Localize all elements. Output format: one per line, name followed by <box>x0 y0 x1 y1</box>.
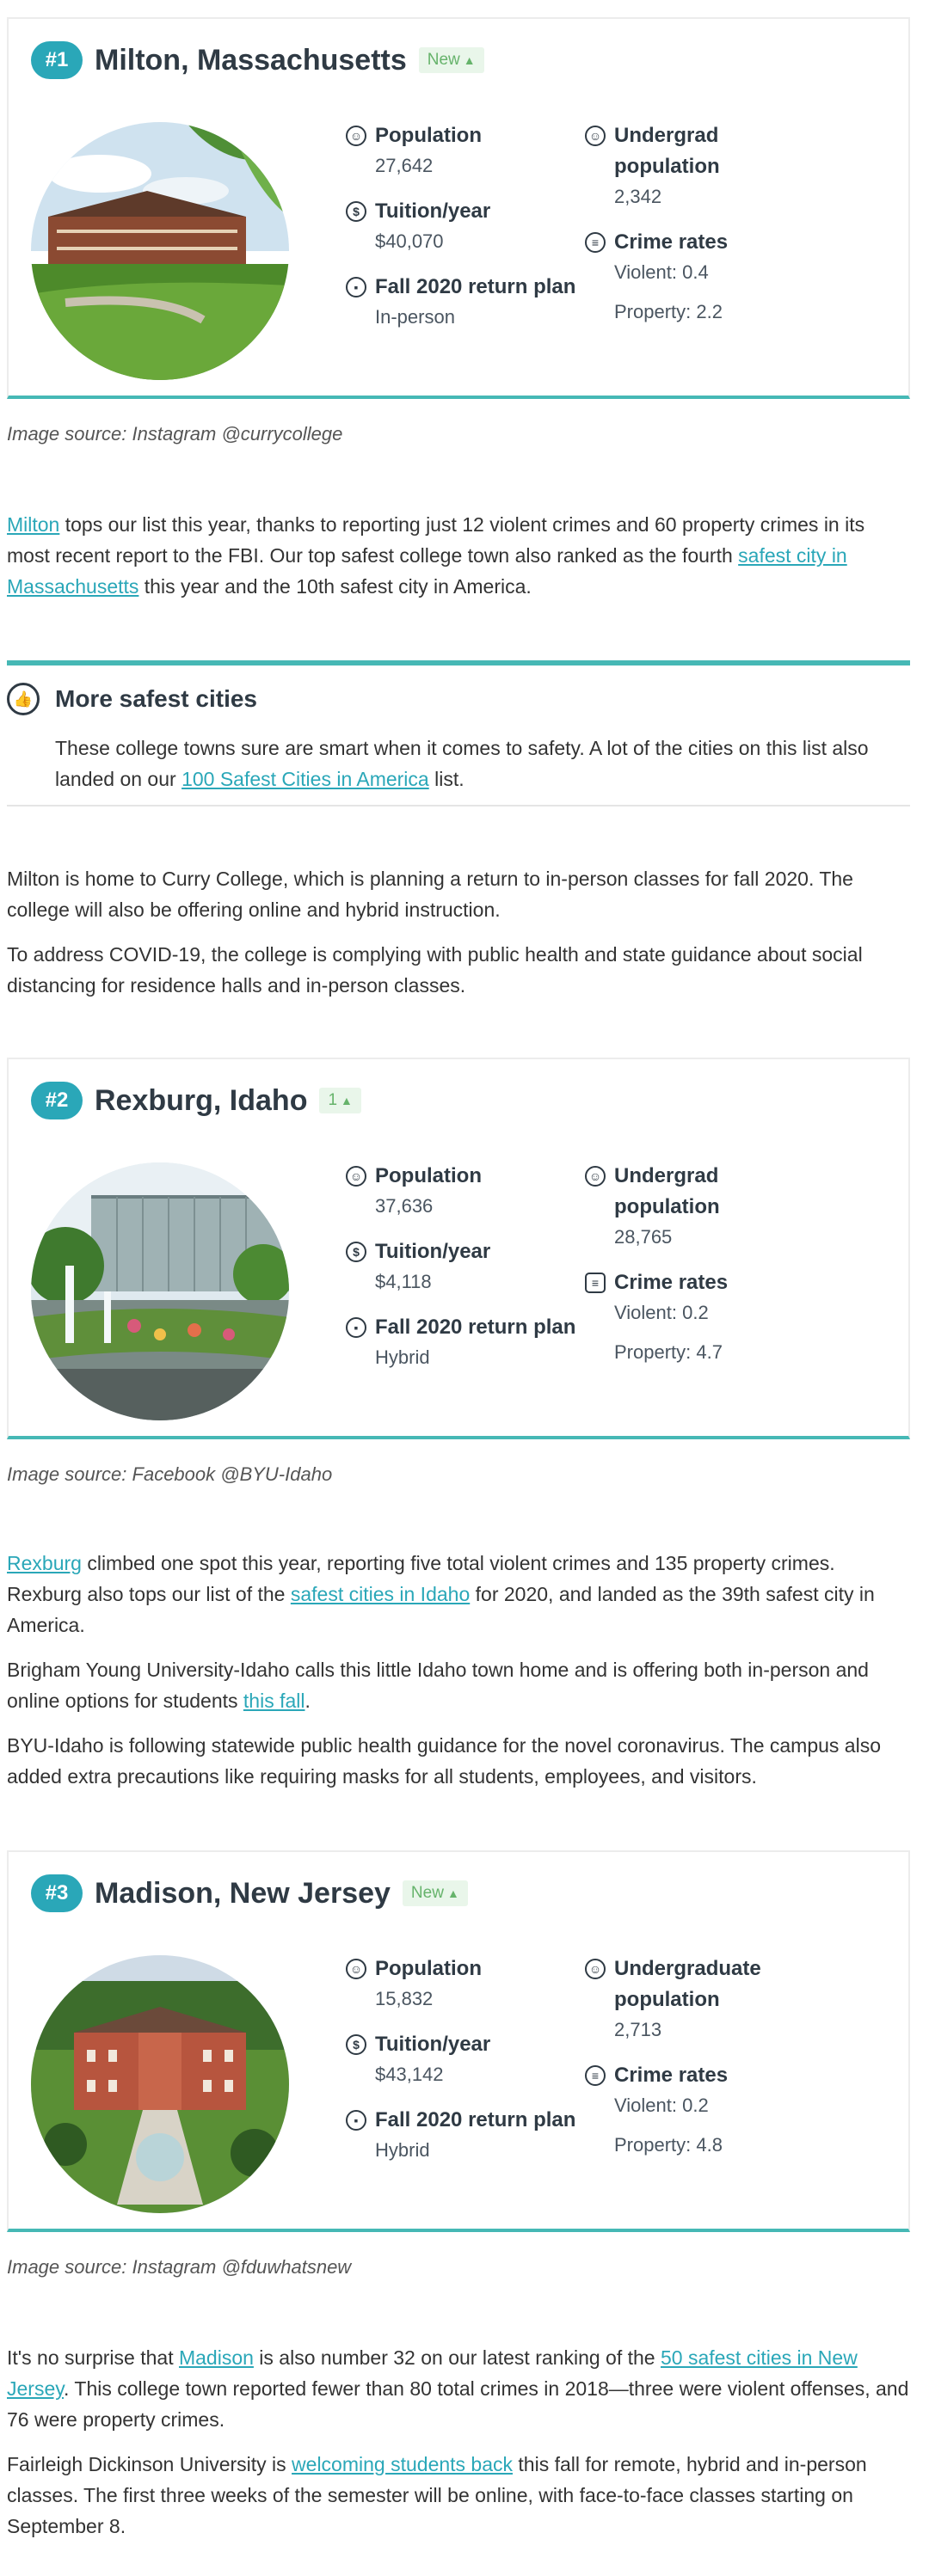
people-icon: ☺ <box>585 126 606 146</box>
paragraph: To address COVID-19, the college is complying with public health and state guidance about social distancing for residence halls and in-person classes. <box>7 943 863 997</box>
city-name: Madison, New Jersey <box>95 1876 391 1910</box>
city-photo <box>31 122 289 380</box>
paragraph: It's no surprise that Madison is also number 32 on our latest ranking of the 50 safest cities in New Jersey. This college town reported fewer than 80 total crimes in 2018—three were violent offenses, and 76 were property crimes. <box>7 2346 909 2431</box>
badge-icon: ≡ <box>585 1273 606 1293</box>
up-arrow-icon: ▲ <box>341 1094 353 1107</box>
more-safest-cities-box <box>7 660 910 807</box>
stat-undergrad: ☺ Undergrad population 28,765 <box>585 1161 720 1252</box>
people-icon: ☺ <box>346 1166 366 1187</box>
link-this-fall[interactable]: this fall <box>243 1690 305 1712</box>
badge-icon: ≡ <box>585 2065 606 2086</box>
new-badge: New ▲ <box>403 1880 468 1906</box>
paragraph: BYU-Idaho is following statewide public health guidance for the novel coronavirus. The campus also added extra precautions like requiring masks for all students, employees, and visitors. <box>7 1734 881 1788</box>
image-caption: Image source: Instagram @currycollege <box>7 423 343 445</box>
city-name: Rexburg, Idaho <box>95 1083 308 1117</box>
stat-return-plan: ▪ Fall 2020 return plan Hybrid <box>346 1312 575 1372</box>
dollar-icon: $ <box>346 1242 366 1262</box>
card-header <box>31 41 484 79</box>
rank-change-badge: 1 ▲ <box>319 1088 360 1113</box>
image-caption: Image source: Instagram @fduwhatsnew <box>7 2256 352 2278</box>
paragraph: Brigham Young University-Idaho calls this little Idaho town home and is offering both in-person and online options for students this fall. <box>7 1659 869 1712</box>
card-header <box>31 1082 361 1119</box>
city-name: Milton, Massachusetts <box>95 43 407 77</box>
rank-badge: #2 <box>31 1082 83 1119</box>
link-rexburg[interactable]: Rexburg <box>7 1552 82 1574</box>
up-arrow-icon: ▲ <box>463 53 476 67</box>
stat-crime: ≡ Crime rates Violent: 0.4 Property: 2.2 <box>585 227 728 327</box>
image-caption: Image source: Facebook @BYU-Idaho <box>7 1463 333 1485</box>
stat-crime: ≡ Crime rates Violent: 0.2 Property: 4.8 <box>585 2060 728 2160</box>
stat-population: ☺ Population 15,832 <box>346 1953 482 2014</box>
paragraph: Milton tops our list this year, thanks to reporting just 12 violent crimes and 60 property crimes in its most recent report to the FBI. Our top safest college town also ranked as the fourth safest city in Massachusetts this year and the 10th safest city in America. <box>7 513 865 598</box>
thumbs-up-icon: 👍 <box>7 683 40 715</box>
link-milton[interactable]: Milton <box>7 513 60 536</box>
promo-text: These college towns sure are smart when it comes to safety. A lot of the cities on this list also landed on our 100 Safest Cities in America list. <box>55 737 869 790</box>
stat-tuition: $ Tuition/year $43,142 <box>346 2029 490 2089</box>
link-50-safest-cities-new-jersey[interactable]: 50 safest cities in New Jersey <box>7 2346 858 2400</box>
city-card-rexburg <box>7 1058 910 1439</box>
stat-return-plan: ▪ Fall 2020 return plan Hybrid <box>346 2105 575 2165</box>
stat-return-plan: ▪ Fall 2020 return plan In-person <box>346 272 575 332</box>
link-100-safest-cities[interactable]: 100 Safest Cities in America <box>181 768 429 790</box>
city-card-madison <box>7 1850 910 2232</box>
link-welcoming-students-back[interactable]: welcoming students back <box>292 2453 514 2475</box>
people-icon: ☺ <box>346 126 366 146</box>
stat-undergrad: ☺ Undergrad population 2,342 <box>585 120 720 212</box>
lock-icon: ▪ <box>346 1317 366 1338</box>
paragraph: Fairleigh Dickinson University is welcoming students back this fall for remote, hybrid and in-person classes. The first three weeks of the semester will be online, with face-to-face classes starting on September 8. <box>7 2453 867 2537</box>
stat-population: ☺ Population 27,642 <box>346 120 482 181</box>
stat-undergrad: ☺ Undergraduate population 2,713 <box>585 1953 761 2045</box>
rank-badge: #1 <box>31 41 83 79</box>
dollar-icon: $ <box>346 2034 366 2055</box>
people-icon: ☺ <box>346 1959 366 1979</box>
stat-tuition: $ Tuition/year $4,118 <box>346 1236 490 1297</box>
link-safest-city-massachusetts[interactable]: safest city in Massachusetts <box>7 544 847 598</box>
new-badge: New ▲ <box>419 47 484 73</box>
paragraph: Rexburg climbed one spot this year, reporting five total violent crimes and 135 property crimes. Rexburg also tops our list of the safest cities in Idaho for 2020, and landed as the 39th safest city in America. <box>7 1552 875 1636</box>
badge-icon: ≡ <box>585 232 606 253</box>
card-header <box>31 1874 468 1912</box>
lock-icon: ▪ <box>346 277 366 297</box>
city-photo <box>31 1955 289 2213</box>
lock-icon: ▪ <box>346 2110 366 2131</box>
paragraph: Milton is home to Curry College, which is planning a return to in-person classes for fall 2020. The college will also be offering online and hybrid instruction. <box>7 868 853 921</box>
city-card-milton <box>7 17 910 399</box>
promo-title: 👍 More safest cities <box>7 683 257 715</box>
up-arrow-icon: ▲ <box>446 1886 459 1900</box>
dollar-icon: $ <box>346 201 366 222</box>
link-safest-cities-idaho[interactable]: safest cities in Idaho <box>290 1583 471 1605</box>
city-photo <box>31 1162 289 1420</box>
stat-tuition: $ Tuition/year $40,070 <box>346 196 490 256</box>
stat-population: ☺ Population 37,636 <box>346 1161 482 1221</box>
rank-badge: #3 <box>31 1874 83 1912</box>
people-icon: ☺ <box>585 1959 606 1979</box>
stat-crime: ≡ Crime rates Violent: 0.2 Property: 4.7 <box>585 1267 728 1367</box>
link-madison[interactable]: Madison <box>178 2346 254 2369</box>
people-icon: ☺ <box>585 1166 606 1187</box>
